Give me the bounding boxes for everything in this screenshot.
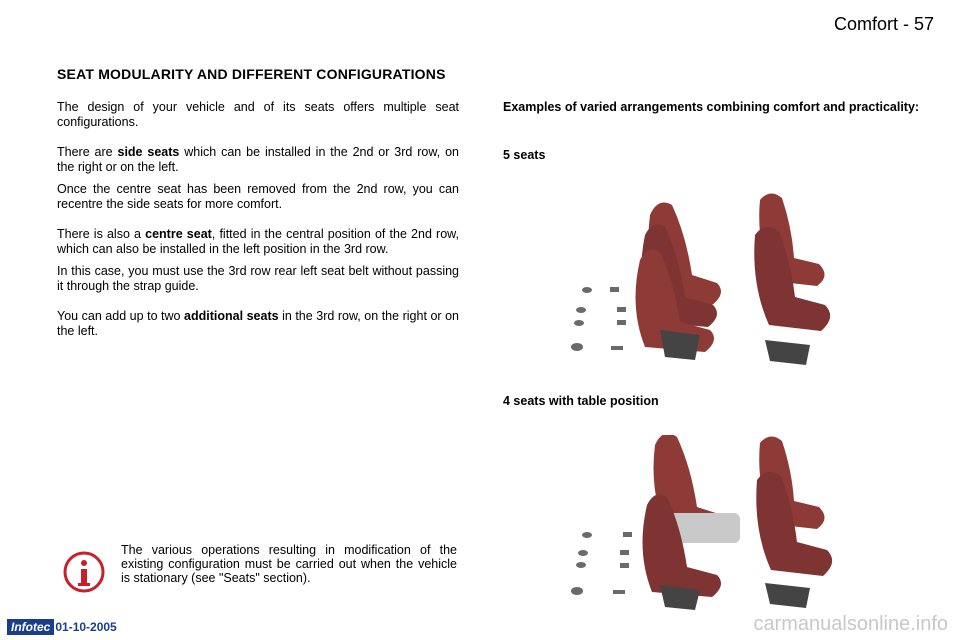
examples-intro: Examples of varied arrangements combining comfort and practicality: [503,100,920,114]
intro-paragraph: The design of your vehicle and of its seats offers multiple seat configurations. [57,100,459,129]
infotec-logo: Infotec [7,619,54,635]
footer-date: 01-10-2005 [55,620,117,634]
safety-note: The various operations resulting in modification of the existing configuration must be carried out when the vehicle is stationary (see "Seats" section). [121,543,457,585]
watermark: carmanualsonline.info [753,613,948,635]
page-title: SEAT MODULARITY AND DIFFERENT CONFIGURATIONS [57,66,446,82]
side-seats-term: side seats [117,145,180,159]
config-4-seats-table-label: 4 seats with table position [503,394,659,408]
third-row-seats [756,436,832,608]
floor-anchors [571,532,632,595]
footer [7,618,117,636]
additional-seats-term: additional seats [184,309,279,323]
four-seats-table-illustration [565,435,865,615]
info-icon [62,550,106,594]
second-row-seats [643,435,740,610]
left-column [57,100,459,346]
seat-belt-paragraph: In this case, you must use the 3rd row rear left seat belt without passing it through the strap guide. [57,264,459,293]
second-row-seats [636,203,721,360]
centre-seat-term: centre seat [145,227,212,241]
third-row-seats [754,193,830,365]
floor-anchors [571,287,626,351]
config-5-seats-label: 5 seats [503,148,546,162]
centre-seat-paragraph: There is also a centre seat, fitted in the central position of the 2nd row, which can also be installed in the left position in the 3rd row. [57,227,459,256]
additional-seats-paragraph: You can add up to two additional seats in the 3rd row, on the right or on the left. [57,309,459,338]
five-seats-illustration [565,190,865,370]
page-header: Comfort - 57 [833,14,934,34]
side-seats-paragraph: There are side seats which can be installed in the 2nd or 3rd row, on the right or on the left. [57,145,459,174]
recentre-paragraph: Once the centre seat has been removed from the 2nd row, you can recentre the side seats for more comfort. [57,182,459,211]
